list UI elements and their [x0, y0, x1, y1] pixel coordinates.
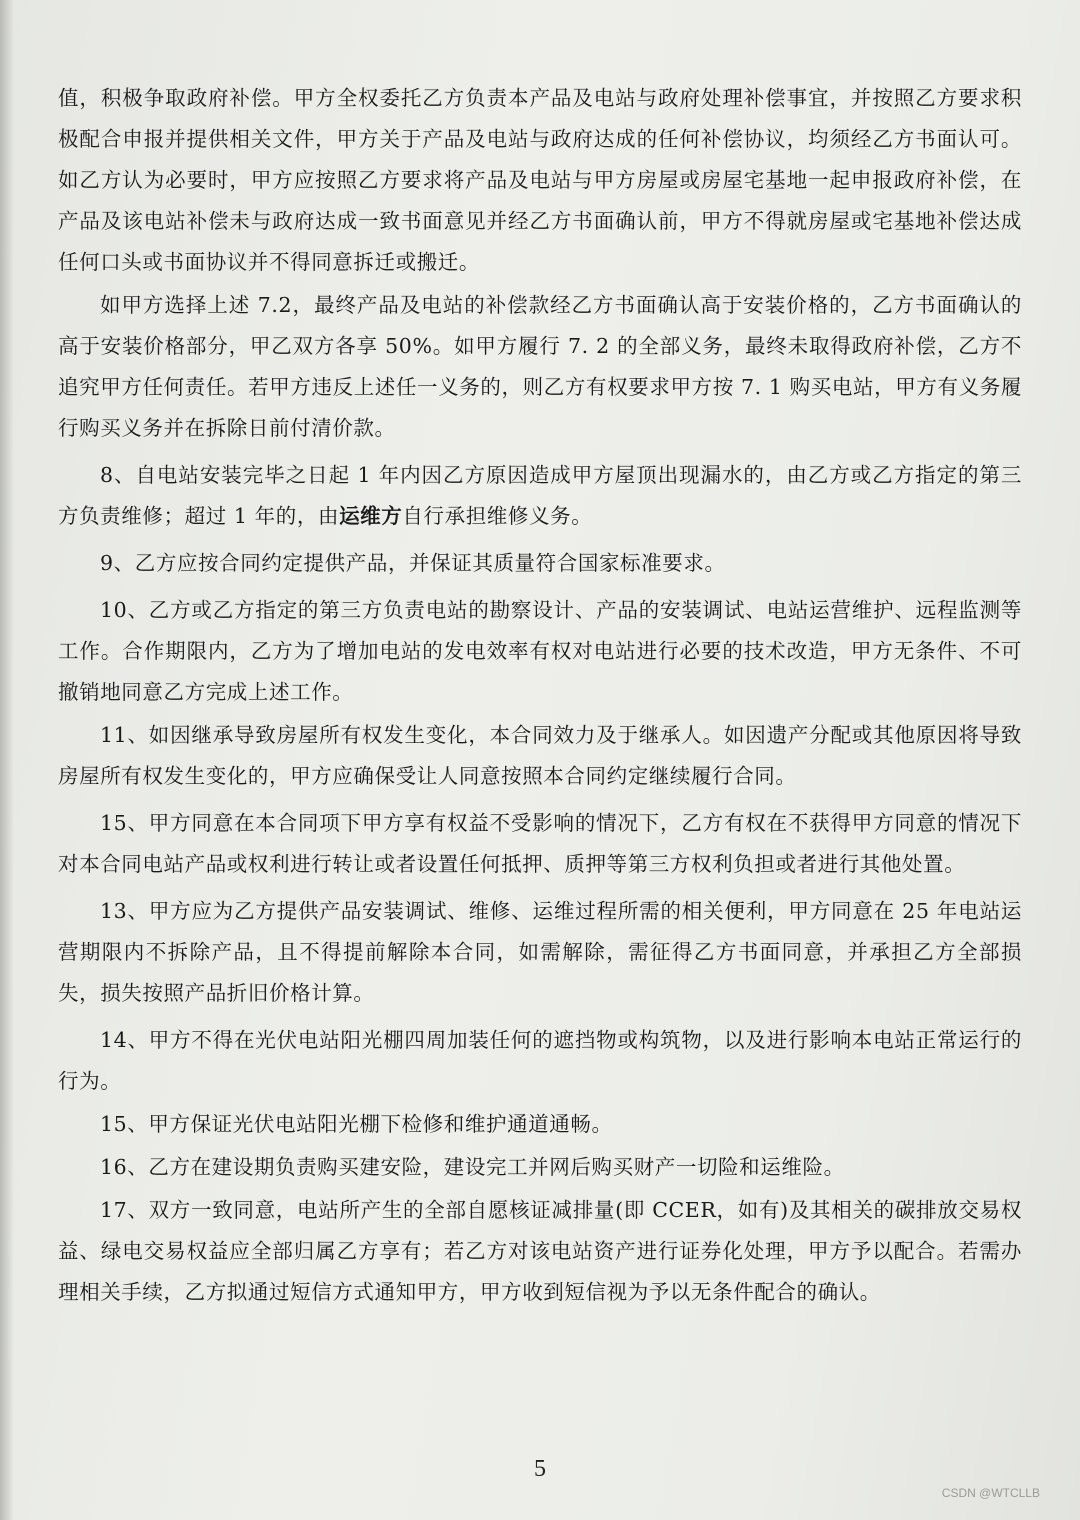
item-11: 11、如因继承导致房屋所有权发生变化，本合同效力及于继承人。如因遗产分配或其他原因将导致房屋所有权发生变化的，甲方应确保受让人同意按照本合同约定继续履行合同。 — [58, 723, 1022, 788]
item-15-access: 15、甲方保证光伏电站阳光棚下检修和维护通道通畅。 — [100, 1112, 613, 1136]
item-13: 13、甲方应为乙方提供产品安装调试、维修、运维过程所需的相关便利，甲方同意在 25 年电站运营期限内不拆除产品，且不得提前解除本合同，如需解除，需征得乙方书面同意，并承担乙方全部损失，损失按照产品折旧价格计算。 — [58, 899, 1022, 1005]
document-body — [58, 78, 1022, 1315]
item-15-transfer: 15、甲方同意在本合同项下甲方享有权益不受影响的情况下，乙方有权在不获得甲方同意的情况下对本合同电站产品或权利进行转让或者设置任何抵押、质押等第三方权利负担或者进行其他处置。 — [58, 811, 1022, 876]
item-8-text-a: 8、自电站安装完毕之日起 1 年内因乙方原因造成甲方屋顶出现漏水的，由乙方或乙方指定的第三方负责维修；超过 1 年的，由 — [58, 463, 1022, 528]
item-8 — [58, 455, 1022, 537]
page-edge-shadow — [0, 0, 14, 1520]
watermark: CSDN @WTCLLB — [941, 1486, 1040, 1500]
paragraph-compensation: 值，积极争取政府补偿。甲方全权委托乙方负责本产品及电站与政府处理补偿事宜，并按照乙方要求积极配合申报并提供相关文件，甲方关于产品及电站与政府达成的任何补偿协议，均须经乙方书面认可。如乙方认为必要时，甲方应按照乙方要求将产品及电站与甲方房屋或房屋宅基地一起申报政府补偿，在产品及该电站补偿未与政府达成一致书面意见并经乙方书面确认前，甲方不得就房屋或宅基地补偿达成任何口头或书面协议并不得同意拆迁或搬迁。 — [58, 86, 1022, 274]
item-16: 16、乙方在建设期负责购买建安险，建设完工并网后购买财产一切险和运维险。 — [100, 1155, 845, 1179]
page-number: 5 — [534, 1456, 546, 1482]
item-8-bold-term: 运维方 — [339, 504, 403, 528]
item-14: 14、甲方不得在光伏电站阳光棚四周加装任何的遮挡物或构筑物，以及进行影响本电站正常运行的行为。 — [58, 1028, 1022, 1093]
item-10: 10、乙方或乙方指定的第三方负责电站的勘察设计、产品的安装调试、电站运营维护、远程监测等工作。合作期限内，乙方为了增加电站的发电效率有权对电站进行必要的技术改造，甲方无条件、不可撤销地同意乙方完成上述工作。 — [58, 598, 1022, 704]
item-9: 9、乙方应按合同约定提供产品，并保证其质量符合国家标准要求。 — [100, 551, 726, 575]
paragraph-option-7-2: 如甲方选择上述 7.2，最终产品及电站的补偿款经乙方书面确认高于安装价格的，乙方书面确认的高于安装价格部分，甲乙双方各享 50%。如甲方履行 7. 2 的全部义务，最终未取得政府补偿，乙方不追究甲方任何责任。若甲方违反上述任一义务的，则乙方有权要求甲方按 7. 1 购买电站，甲方有义务履行购买义务并在拆除日前付清价款。 — [58, 293, 1022, 440]
item-8-text-b: 自行承担维修义务。 — [402, 504, 593, 528]
item-17: 17、双方一致同意，电站所产生的全部自愿核证减排量(即 CCER，如有)及其相关的碳排放交易权益、绿电交易权益应全部归属乙方享有；若乙方对该电站资产进行证券化处理，甲方予以配合。若需办理相关手续，乙方拟通过短信方式通知甲方，甲方收到短信视为予以无条件配合的确认。 — [58, 1198, 1022, 1304]
